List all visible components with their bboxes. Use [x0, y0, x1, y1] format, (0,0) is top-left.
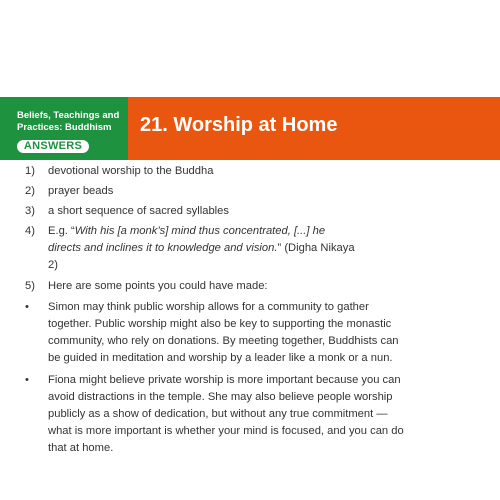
answer-text: prayer beads — [48, 185, 114, 197]
answers-list — [25, 163, 495, 457]
answer-text: devotional worship to the Buddha — [48, 165, 214, 177]
topic-label: Beliefs, Teachings and Practices: Buddhism — [17, 110, 120, 133]
item-number: 2) — [25, 185, 35, 197]
answer-text: Here are some points you could have made: — [48, 280, 268, 292]
item-number: 5) — [25, 280, 35, 292]
title-panel — [128, 97, 500, 160]
bullet-text: Fiona might believe private worship is more important because you can avoid distractions in the temple. She may also believe people worship publicly as a show of dedication, but without any true commitment — what is more important is whether your mind is focused, and you can do that at home. — [48, 374, 404, 454]
bullet-text: Simon may think public worship allows for a community to gather together. Public worship might also be key to supporting the monastic community, who rely on donations. By meeting together, Buddhists can be guided in meditation and worship by a leader like a monk or a nun. — [48, 301, 399, 364]
page-title: 21. Worship at Home — [140, 114, 338, 136]
scripture-citation: (Digha Nikaya 2) — [48, 242, 355, 271]
bullet-point-fiona — [25, 372, 410, 457]
header-banner — [0, 97, 500, 160]
scripture-quote: With his [a monk’s] mind thus concentrated, [...] he directs and inclines it to knowledge and vision. — [48, 225, 326, 254]
bullet: • — [25, 301, 29, 313]
bullet: • — [25, 374, 29, 386]
answer-text: a short sequence of sacred syllables — [48, 205, 229, 217]
answer-item-1 — [25, 163, 495, 180]
quote-open-mark: “ — [71, 225, 75, 237]
answer-item-2 — [25, 183, 495, 200]
quote-close-mark: ” — [277, 242, 282, 254]
topic-panel — [0, 97, 128, 160]
answer-item-5 — [25, 278, 495, 295]
bullet-point-simon — [25, 299, 410, 367]
answer-prefix: E.g. — [48, 225, 72, 237]
answer-item-4 — [25, 223, 355, 274]
item-number: 4) — [25, 225, 35, 237]
item-number: 3) — [25, 205, 35, 217]
answers-badge: ANSWERS — [16, 139, 90, 154]
answer-item-3 — [25, 203, 495, 220]
item-number: 1) — [25, 165, 35, 177]
